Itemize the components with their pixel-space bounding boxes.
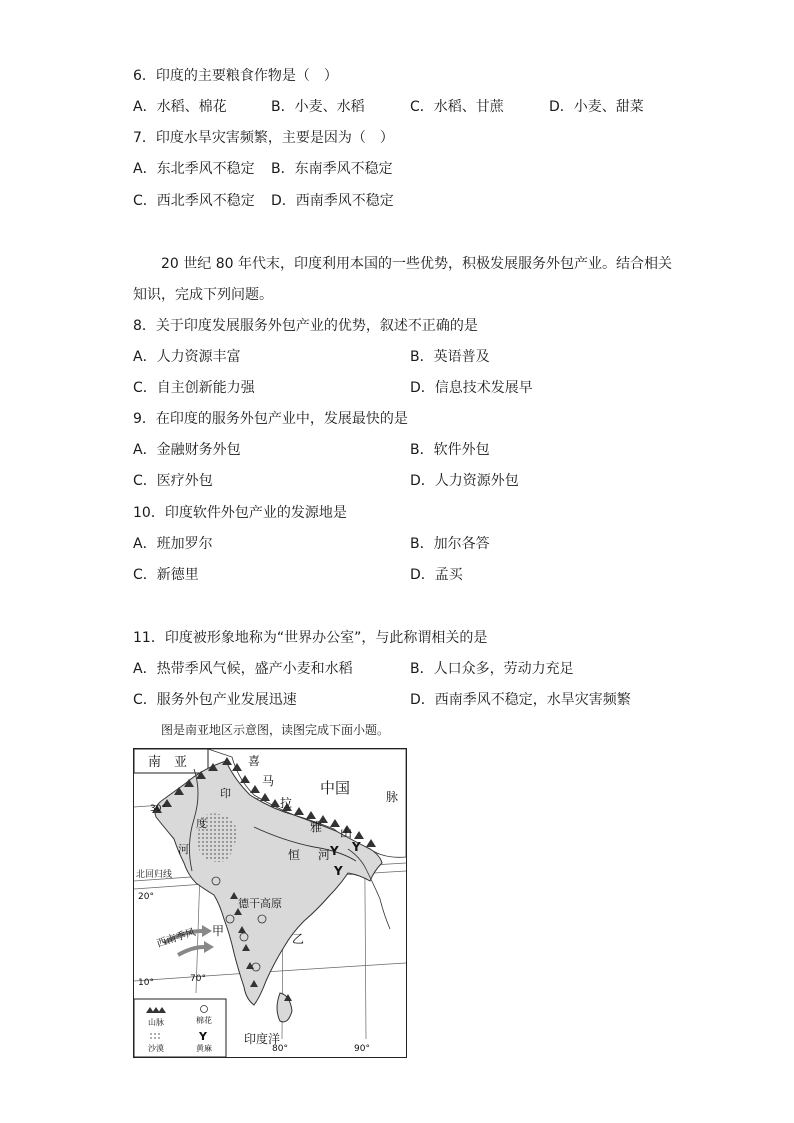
label-china: 中国 [320, 779, 351, 797]
question-8-stem: 8．关于印度发展服务外包产业的优势，叙述不正确的是 [133, 318, 478, 334]
question-7-stem: 7．印度水旱灾害频繁，主要是因为（ ） [133, 130, 394, 146]
map-legend [134, 999, 226, 1057]
question-8-option-a[interactable]: A．人力资源丰富 [133, 349, 241, 365]
label-indus-2: 度 [196, 817, 207, 830]
label-jia: 甲 [212, 924, 225, 938]
question-6-stem: 6．印度的主要粮食作物是（ ） [133, 68, 338, 84]
label-himalaya-5: 山 [340, 826, 353, 840]
question-6-option-c[interactable]: C．水稻、甘蔗 [410, 99, 504, 115]
jute-symbol-1: Y [330, 844, 339, 858]
question-11-stem: 11．印度被形象地称为“世界办公室”，与此称谓相关的是 [133, 630, 488, 646]
question-11-option-d[interactable]: D．西南季风不稳定，水旱灾害频繁 [410, 692, 631, 708]
question-9-option-b[interactable]: B．软件外包 [410, 442, 490, 458]
question-8-option-b[interactable]: B．英语普及 [410, 349, 490, 365]
question-9-stem: 9．在印度的服务外包产业中，发展最快的是 [133, 411, 408, 427]
legend-desert-icon [148, 1031, 162, 1041]
label-indus-1: 印 [220, 787, 231, 800]
label-lon-90: 90° [354, 1044, 370, 1054]
label-ganges-2: 河 [318, 848, 331, 862]
jute-symbol-2: Y [352, 840, 361, 854]
map-caption: 图是南亚地区示意图，读图完成下面小题。 [161, 723, 390, 737]
label-himalaya-2: 马 [262, 774, 275, 788]
question-10-option-a[interactable]: A．班加罗尔 [133, 536, 213, 552]
question-7-option-d[interactable]: D．西南季风不稳定 [271, 193, 394, 209]
label-himalaya-1: 喜 [248, 754, 261, 768]
label-ocean: 印度洋 [244, 1032, 281, 1046]
label-himalaya-4: 雅 [310, 820, 323, 834]
label-lon-70: 70° [190, 974, 206, 984]
legend-cotton-label: 棉花 [196, 1016, 212, 1025]
passage-line-2: 知识，完成下列问题。 [133, 287, 273, 303]
map-title: 南 亚 [148, 755, 188, 770]
label-lat-30: 30° [150, 804, 166, 814]
question-10-option-d[interactable]: D．孟买 [410, 567, 463, 583]
question-7-option-c[interactable]: C．西北季风不稳定 [133, 193, 255, 209]
label-deccan: 德干高原 [238, 897, 282, 910]
question-9-option-a[interactable]: A．金融财务外包 [133, 442, 241, 458]
question-9-option-c[interactable]: C．医疗外包 [133, 473, 213, 489]
label-lat-20: 20° [138, 892, 154, 902]
question-8-option-d[interactable]: D．信息技术发展早 [410, 380, 533, 396]
label-lat-10: 10° [138, 978, 154, 988]
map-svg [134, 749, 406, 1057]
legend-mountain-label: 山脉 [148, 1018, 164, 1027]
question-6-option-d[interactable]: D．小麦、甜菜 [549, 99, 644, 115]
question-10-stem: 10．印度软件外包产业的发源地是 [133, 505, 347, 521]
label-ganges-1: 恒 [288, 848, 301, 862]
jute-symbol-3: Y [334, 864, 343, 878]
legend-jute-label: 黄麻 [196, 1044, 212, 1053]
question-10-option-b[interactable]: B．加尔各答 [410, 536, 490, 552]
passage-line-1: 20 世纪 80 年代末，印度利用本国的一些优势，积极发展服务外包产业。结合相关 [161, 256, 672, 272]
map-title-box [134, 749, 208, 773]
label-tropic: 北回归线 [136, 870, 173, 880]
label-monsoon: 西南季风 [155, 927, 197, 950]
question-6-option-b[interactable]: B．小麦、水稻 [271, 99, 365, 115]
question-7-option-b[interactable]: B．东南季风不稳定 [271, 161, 393, 177]
label-indus-3: 河 [178, 843, 189, 856]
question-8-option-c[interactable]: C．自主创新能力强 [133, 380, 255, 396]
question-10-option-c[interactable]: C．新德里 [133, 567, 199, 583]
question-11-option-b[interactable]: B．人口众多，劳动力充足 [410, 661, 574, 677]
question-9-option-d[interactable]: D．人力资源外包 [410, 473, 519, 489]
question-11-option-c[interactable]: C．服务外包产业发展迅速 [133, 692, 297, 708]
label-lon-80: 80° [272, 1044, 288, 1054]
legend-jute-icon: Y [199, 1030, 207, 1043]
question-6-option-a[interactable]: A．水稻、棉花 [133, 99, 227, 115]
south-asia-map [133, 748, 407, 1058]
label-yi: 乙 [292, 932, 305, 946]
question-11-option-a[interactable]: A．热带季风气候，盛产小麦和水稻 [133, 661, 353, 677]
label-himalaya-3: 拉 [280, 796, 293, 810]
question-7-option-a[interactable]: A．东北季风不稳定 [133, 161, 255, 177]
label-himalaya-6: 脉 [386, 790, 399, 804]
legend-desert-label: 沙漠 [148, 1044, 164, 1053]
